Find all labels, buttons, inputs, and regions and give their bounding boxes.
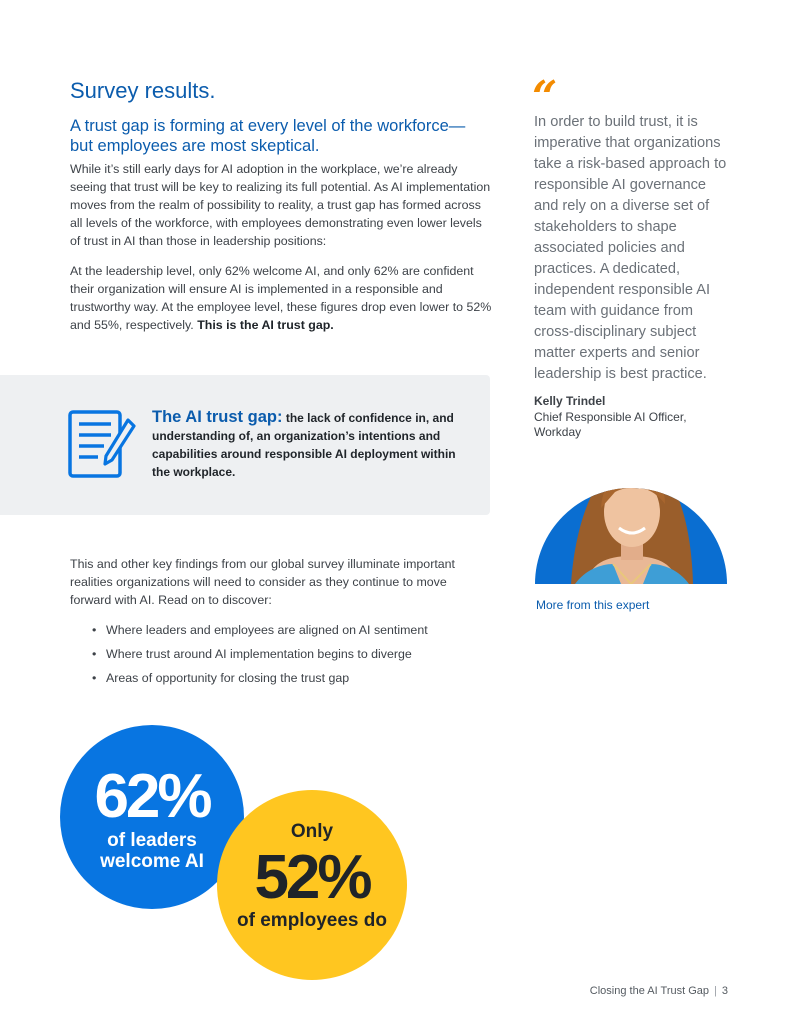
employees-stat-value: 52% [254,843,370,912]
discover-list [92,620,428,692]
findings-paragraph: This and other key findings from our global survey illuminate important realities organizations will need to consider as they continue to move forward with AI. Read on to discover: [70,557,455,607]
quote-author-role: Chief Responsible AI Officer, Workday [534,410,687,439]
employees-stat-label: of employees do [237,910,387,931]
intro-paragraph: While it’s still early days for AI adoption in the workplace, we’re already seeing that trust will be key to realizing its full potential. As AI implementation moves from the realm of possibility to reality, a trust gap has formed across all levels of the workforce, with employees demonstrating even lower levels of trust in AI than those in leadership positions: [70,162,491,248]
list-item: • Where leaders and employees are aligned on AI sentiment [92,620,428,644]
list-item: • Areas of opportunity for closing the trust gap [92,668,428,692]
page-footer [590,985,728,997]
page-number: 3 [721,985,728,997]
more-from-expert-link[interactable]: More from this expert [536,598,650,612]
subhead: A trust gap is forming at every level of the workforce— but employees are most skeptical. [70,117,466,155]
footer-title: Closing the AI Trust Gap [589,985,710,997]
employees-stat-prefix: Only [290,821,334,842]
list-item: • Where trust around AI implementation begins to diverge [92,644,428,668]
leaders-stat-label-1: of leaders [107,830,197,851]
leaders-stat-value: 62% [94,762,210,831]
author-portrait [535,452,727,584]
document-pen-icon [68,410,138,480]
callout-definition: the lack of confidence in, and understanding of, an organization’s intentions and capabilities around responsible AI deployment within the workplace. [152,411,456,479]
section-title: Survey results. [70,78,216,103]
callout-term: The AI trust gap: [152,408,283,426]
footer-separator: | [714,985,717,997]
quote-author: Kelly Trindel [534,394,606,408]
leadership-paragraph [70,262,492,334]
leadership-paragraph-text: At the leadership level, only 62% welcome AI, and only 62% are confident their organization will ensure AI is implemented in a responsible and trustworthy way. At the employee level, these figures drop even lower to 52% and 55%, respectively. [70,264,492,332]
quote-mark-icon: “ [532,72,558,123]
callout-text [152,408,462,481]
trust-gap-emphasis: This is the AI trust gap. [197,318,334,332]
expert-quote: In order to build trust, it is imperative that organizations take a risk-based approach to responsible AI governance and rely on a diverse set of stakeholders to shape associated policies and practices. A dedicated, independent responsible AI team with guidance from cross-disciplinary subject matter experts and senior leadership is best practice. [534,114,727,382]
leaders-stat-label-2: welcome AI [100,851,204,872]
